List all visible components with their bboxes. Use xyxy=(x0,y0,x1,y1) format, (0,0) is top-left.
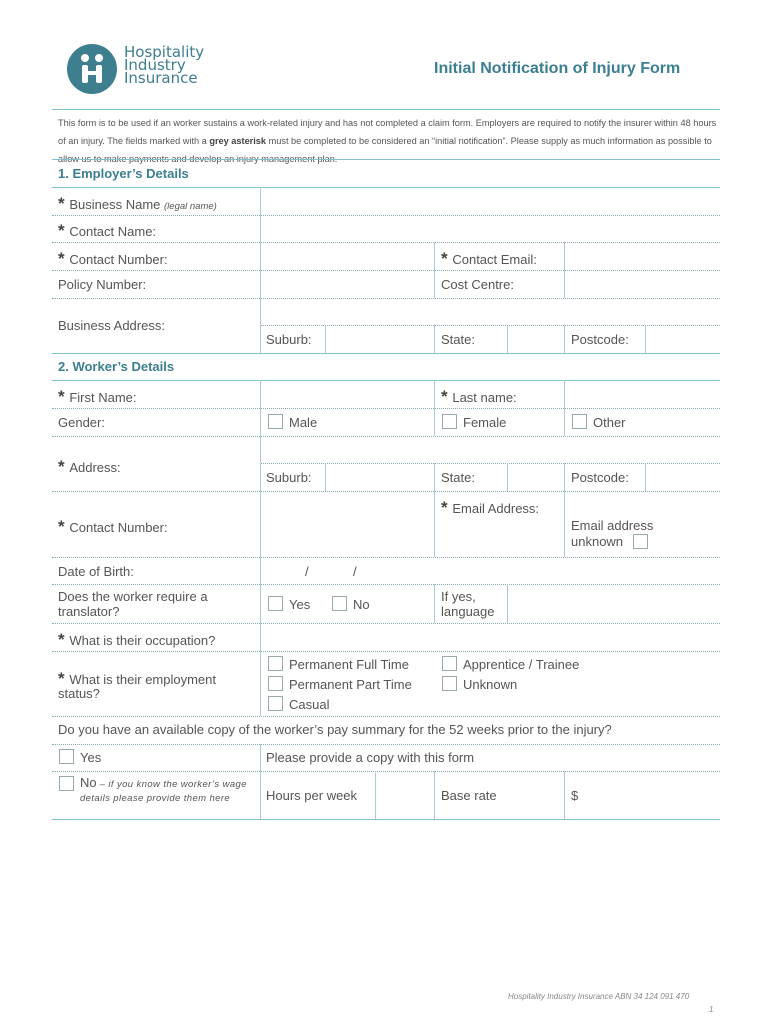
rule xyxy=(564,242,565,298)
rule xyxy=(52,584,720,585)
rule xyxy=(260,325,720,326)
if-yes-label-2: language xyxy=(441,604,495,619)
rule xyxy=(564,325,565,353)
rule xyxy=(52,436,720,437)
first-name-label: * First Name: xyxy=(58,387,137,406)
apprentice-checkbox[interactable] xyxy=(442,656,457,671)
footer-abn: Hospitality Industry Insurance ABN 34 124 091 470 xyxy=(508,992,690,1001)
base-rate-label: Base rate xyxy=(441,788,497,803)
employment-label: * What is their employment xyxy=(58,669,217,688)
contact-number-label: * Contact Number: xyxy=(58,249,168,268)
state-label: State: xyxy=(441,332,475,347)
translator-yes-label: Yes xyxy=(289,597,311,612)
perm-part-label: Permanent Part Time xyxy=(289,677,412,692)
translator-no-label: No xyxy=(353,597,370,612)
email-unknown-label-2: unknown xyxy=(571,534,624,549)
male-checkbox[interactable] xyxy=(268,414,283,429)
worker-contact-number-label: * Contact Number: xyxy=(58,517,168,536)
contact-name-label: * Contact Name: xyxy=(58,221,157,240)
dob-label: Date of Birth: xyxy=(58,564,134,579)
worker-suburb-label: Suburb: xyxy=(266,470,312,485)
rule xyxy=(52,298,720,299)
rule xyxy=(434,242,435,298)
rule xyxy=(52,187,720,188)
translator-yes-checkbox[interactable] xyxy=(268,596,283,611)
rule xyxy=(260,380,261,716)
perm-full-checkbox[interactable] xyxy=(268,656,283,671)
translator-no-checkbox[interactable] xyxy=(332,596,347,611)
pay-question: Do you have an available copy of the worker’s pay summary for the 52 weeks prior to the injury? xyxy=(58,722,612,737)
casual-label: Casual xyxy=(289,697,330,712)
rule xyxy=(434,584,435,623)
intro-text: This form is to be used if an worker sustains a work-related injury and has not completed a claim form. Employers are required to notify the insurer within 48 hours of an injury. The fields marked with a grey asterisk must be completed to be considered an “initial notification”. Please supply as much information as possible to allow us to make payments and develop an injury management plan. xyxy=(58,118,717,164)
rule xyxy=(52,353,720,354)
policy-number-label: Policy Number: xyxy=(58,277,147,292)
page-number: 1 xyxy=(709,1005,714,1014)
occupation-label: * What is their occupation? xyxy=(58,630,216,649)
rule xyxy=(52,408,720,409)
rule xyxy=(434,491,435,557)
female-checkbox[interactable] xyxy=(442,414,457,429)
rule xyxy=(434,771,435,819)
if-yes-label: If yes, xyxy=(441,589,476,604)
rule xyxy=(52,651,720,652)
postcode-label: Postcode: xyxy=(571,332,629,347)
rule xyxy=(52,491,720,492)
rule xyxy=(52,159,720,160)
rule xyxy=(434,463,435,491)
employment-label-2: status? xyxy=(58,686,100,701)
contact-email-label: * Contact Email: xyxy=(441,249,537,268)
rule xyxy=(52,242,720,243)
rule xyxy=(52,215,720,216)
rule xyxy=(645,463,646,491)
section-worker-title: 2. Worker’s Details xyxy=(58,359,175,374)
email-address-label: * Email Address: xyxy=(441,498,540,517)
translator-label: Does the worker require a xyxy=(58,589,208,604)
gender-label: Gender: xyxy=(58,415,105,430)
perm-full-label: Permanent Full Time xyxy=(289,657,409,672)
rule xyxy=(325,325,326,353)
rule xyxy=(434,380,435,436)
rule xyxy=(645,325,646,353)
rule xyxy=(52,380,720,381)
hours-per-week-label: Hours per week xyxy=(266,788,358,803)
page-title: Initial Notification of Injury Form xyxy=(434,60,681,77)
other-label: Other xyxy=(593,415,626,430)
suburb-label: Suburb: xyxy=(266,332,312,347)
rule xyxy=(52,109,720,110)
rule xyxy=(52,557,720,558)
rule xyxy=(52,744,720,745)
business-address-label: Business Address: xyxy=(58,318,165,333)
rule xyxy=(325,463,326,491)
pay-copy-label: Please provide a copy with this form xyxy=(266,750,475,765)
rule xyxy=(564,771,565,819)
rule xyxy=(564,491,565,557)
worker-postcode-label: Postcode: xyxy=(571,470,629,485)
pay-no-checkbox[interactable] xyxy=(59,776,74,791)
business-name-label: * Business Name (legal name) xyxy=(58,194,217,213)
unknown-checkbox[interactable] xyxy=(442,676,457,691)
rule xyxy=(52,819,720,820)
rule xyxy=(507,584,508,623)
email-unknown-label: Email address xyxy=(571,518,654,533)
casual-checkbox[interactable] xyxy=(268,696,283,711)
pay-yes-label: Yes xyxy=(80,750,102,765)
rule xyxy=(375,771,376,819)
rule xyxy=(564,380,565,436)
other-checkbox[interactable] xyxy=(572,414,587,429)
worker-state-label: State: xyxy=(441,470,475,485)
rule xyxy=(260,463,720,464)
rule xyxy=(564,463,565,491)
email-unknown-checkbox[interactable] xyxy=(633,534,648,549)
rule xyxy=(260,187,261,353)
rule xyxy=(52,771,720,772)
logo-mark xyxy=(67,44,117,94)
translator-label-2: translator? xyxy=(58,604,120,619)
dob-separator: / xyxy=(353,564,357,579)
dob-separator: / xyxy=(305,564,309,579)
unknown-label: Unknown xyxy=(463,677,518,692)
rule xyxy=(260,744,261,819)
last-name-label: * Last name: xyxy=(441,387,517,406)
rule xyxy=(52,270,720,271)
dollar-sign: $ xyxy=(571,788,579,803)
perm-part-checkbox[interactable] xyxy=(268,676,283,691)
rule xyxy=(434,325,435,353)
pay-yes-checkbox[interactable] xyxy=(59,749,74,764)
male-label: Male xyxy=(289,415,318,430)
logo-wordmark: Hospitality Industry Insurance xyxy=(124,43,205,87)
cost-centre-label: Cost Centre: xyxy=(441,277,514,292)
female-label: Female xyxy=(463,415,507,430)
rule xyxy=(52,623,720,624)
section-employer-title: 1. Employer’s Details xyxy=(58,166,189,181)
rule xyxy=(507,463,508,491)
address-label: * Address: xyxy=(58,457,121,476)
rule xyxy=(52,716,720,717)
pay-no-label: No – if you know the worker’s wage details please provide them here xyxy=(80,775,247,804)
apprentice-label: Apprentice / Trainee xyxy=(463,657,580,672)
rule xyxy=(507,325,508,353)
